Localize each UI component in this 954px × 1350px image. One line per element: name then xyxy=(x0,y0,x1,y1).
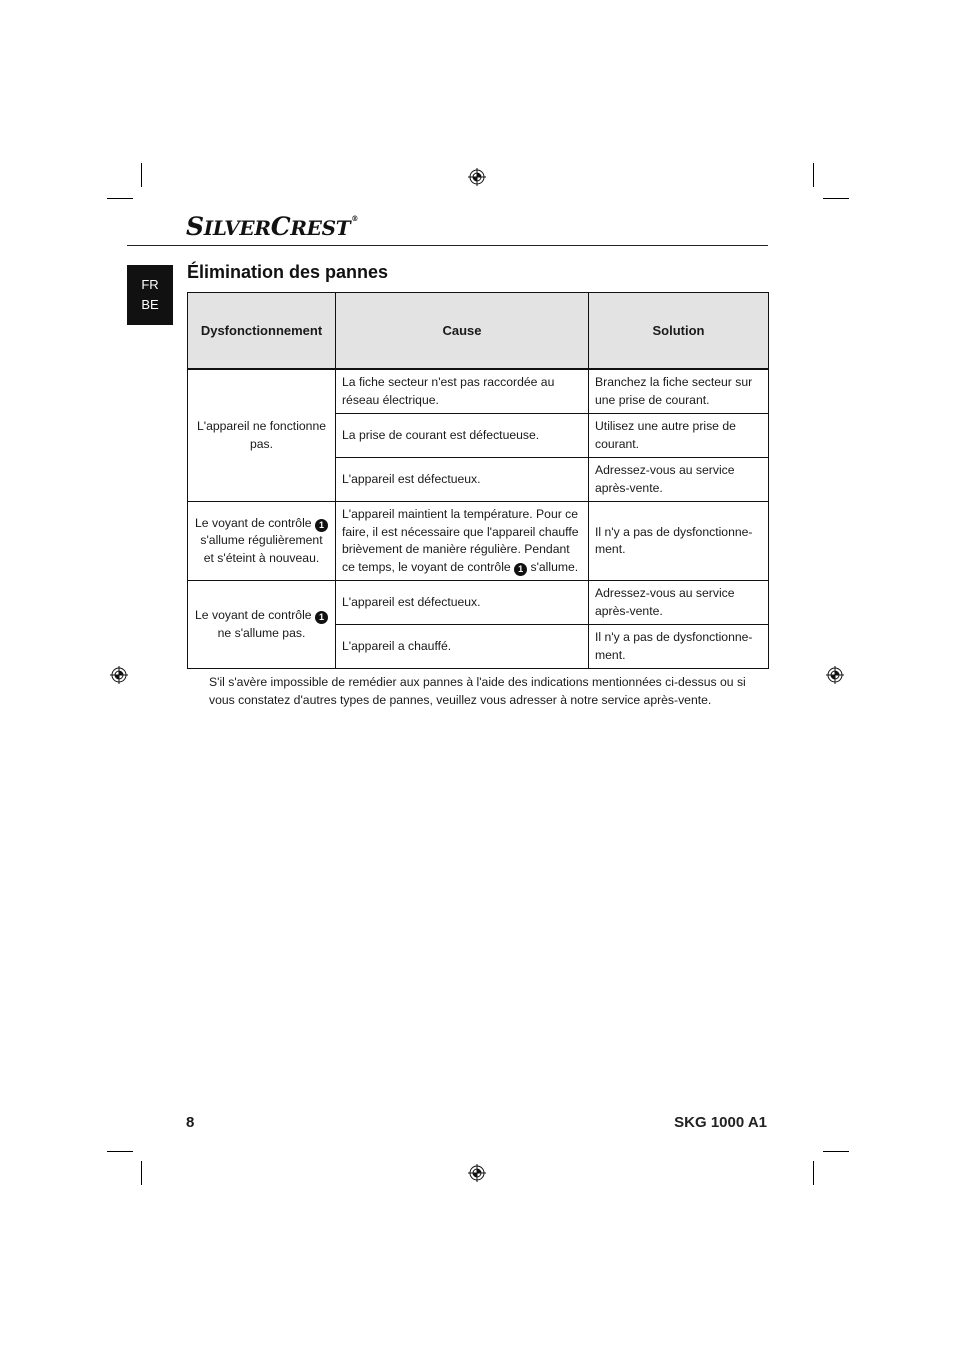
symptom-text-before: Le voyant de contrôle xyxy=(195,515,312,530)
table-header-row xyxy=(188,293,769,370)
crop-mark xyxy=(813,1161,814,1185)
symptom-cell xyxy=(188,502,336,581)
crop-mark xyxy=(141,163,142,187)
cause-cell: La prise de courant est défectueuse. xyxy=(336,414,589,458)
registration-mark-icon xyxy=(110,666,128,684)
troubleshooting-table xyxy=(187,292,769,669)
solution-cell: Il n'y a pas de dysfonctionne-ment. xyxy=(589,625,769,669)
solution-cell: Branchez la fiche secteur sur une prise de courant. xyxy=(589,369,769,414)
section-title: Élimination des pannes xyxy=(187,262,389,282)
crop-mark xyxy=(813,163,814,187)
header-cause: Cause xyxy=(336,293,589,370)
header-rule xyxy=(127,245,768,246)
indicator-number-icon: 1 xyxy=(315,519,328,532)
crop-mark xyxy=(107,1151,133,1152)
crop-mark xyxy=(141,1161,142,1185)
crop-mark xyxy=(107,198,133,199)
cause-cell: L'appareil a chauffé. xyxy=(336,625,589,669)
solution-cell: Adressez-vous au service après-vente. xyxy=(589,581,769,625)
solution-cell: Il n'y a pas de dysfonctionne-ment. xyxy=(589,502,769,581)
solution-cell: Adressez-vous au service après-vente. xyxy=(589,458,769,502)
symptom-text-before: Le voyant de contrôle xyxy=(195,608,312,622)
symptom-text-after: s'allume régulièrement et s'éteint à nouveau. xyxy=(200,533,323,565)
table-row xyxy=(188,581,769,625)
language-code-be: BE xyxy=(141,297,159,312)
registration-mark-icon xyxy=(468,168,486,186)
indicator-number-icon: 1 xyxy=(514,563,527,576)
symptom-cell xyxy=(188,581,336,669)
symptom-text-after: ne s'allume pas. xyxy=(217,625,306,640)
cause-cell: L'appareil est défectueux. xyxy=(336,581,589,625)
header-solution: Solution xyxy=(589,293,769,370)
language-code-fr: FR xyxy=(141,277,159,292)
header-symptom: Dysfonctionnement xyxy=(188,293,336,370)
language-tab xyxy=(127,265,173,325)
symptom-cell: L'appareil ne fonctionne pas. xyxy=(188,369,336,502)
brand-logo: SILVERCREST® xyxy=(186,212,359,241)
registration-mark-icon xyxy=(468,1164,486,1182)
service-note: S'il s'avère impossible de remédier aux pannes à l'aide des indications mentionnées ci-dessus ou si vous constatez d'autres types de pannes, veuillez vous adresser à notre service après-vente. xyxy=(209,675,746,707)
table-row xyxy=(188,369,769,414)
cause-cell xyxy=(336,502,589,581)
cause-cell: La fiche secteur n'est pas raccordée au réseau électrique. xyxy=(336,369,589,414)
crop-mark xyxy=(823,1151,849,1152)
registration-mark-icon xyxy=(826,666,844,684)
indicator-number-icon: 1 xyxy=(315,611,328,624)
solution-cell: Utilisez une autre prise de courant. xyxy=(589,414,769,458)
cause-cell: L'appareil est défectueux. xyxy=(336,458,589,502)
cause-text-after: s'allume. xyxy=(530,559,579,574)
cause-text-before: L'appareil maintient la température. Pour ce faire, il est nécessaire que l'appareil chauffe brièvement de manière régulière. Pendant ce temps, le voyant de contrôle xyxy=(342,507,579,574)
page-number: 8 xyxy=(186,1114,195,1131)
model-number: SKG 1000 A1 xyxy=(674,1114,767,1131)
table-row xyxy=(188,502,769,581)
crop-mark xyxy=(823,198,849,199)
